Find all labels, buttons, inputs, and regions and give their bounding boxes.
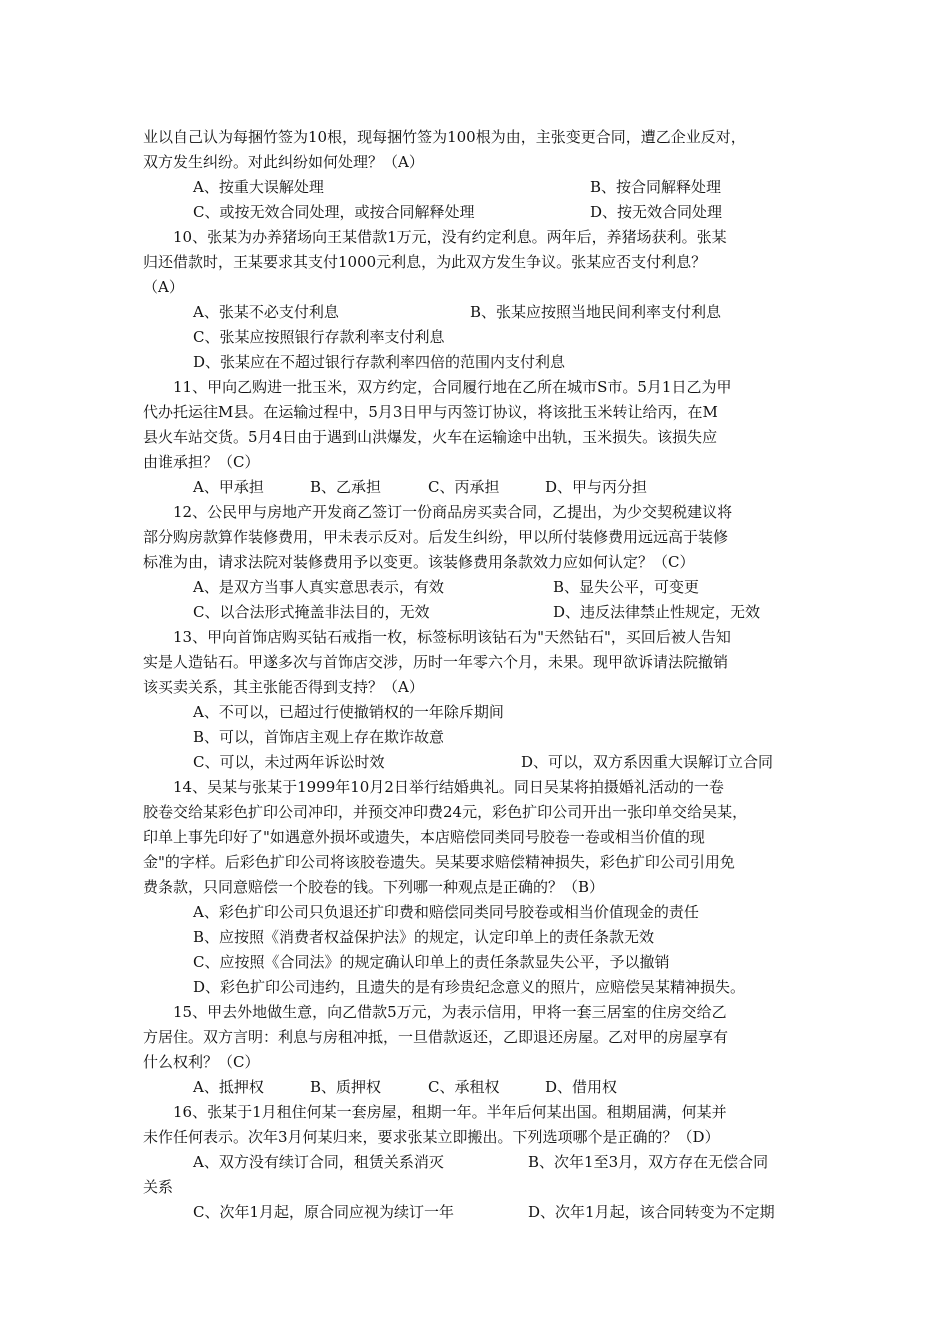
- question-text-line: 县火车站交货。5月4日由于遇到山洪爆发，火车在运输途中出轨，玉米损失。该损失应: [143, 428, 718, 446]
- option-d: D、违反法律禁止性规定，无效: [553, 603, 761, 621]
- options-row: [143, 575, 815, 600]
- option-b: B、按合同解释处理: [590, 178, 722, 196]
- options-row: [143, 750, 815, 775]
- option-a: A、不可以，已超过行使撤销权的一年除斥期间: [193, 703, 504, 721]
- option-a: A、抵押权: [193, 1078, 264, 1096]
- option-b: B、质押权: [310, 1078, 382, 1096]
- option-b: B、应按照《消费者权益保护法》的规定，认定印单上的责任条款无效: [193, 928, 655, 946]
- option-d: D、甲与丙分担: [545, 478, 648, 496]
- option-b: B、乙承担: [310, 478, 382, 496]
- option-d: D、可以，双方系因重大误解订立合同: [521, 753, 774, 771]
- option-a: A、甲承担: [193, 478, 264, 496]
- question-15: [143, 1000, 815, 1100]
- option-c: C、丙承担: [428, 478, 500, 496]
- options-row: [143, 1150, 815, 1175]
- question-text-line: 实是人造钻石。甲遂多次与首饰店交涉，历时一年零六个月，未果。现甲欲诉请法院撤销: [143, 653, 729, 671]
- question-12: [143, 500, 815, 625]
- question-text-line: 方居住。双方言明：利息与房租冲抵，一旦借款返还，乙即退还房屋。乙对甲的房屋享有: [143, 1028, 729, 1046]
- question-16: [143, 1100, 815, 1225]
- question-text-line: 由谁承担？（C）: [143, 453, 260, 471]
- option-d: D、彩色扩印公司违约，且遗失的是有珍贵纪念意义的照片，应赔偿吴某精神损失。: [193, 978, 746, 996]
- question-text-line: 业以自己认为每捆竹签为10根，现每捆竹签为100根为由，主张变更合同，遭乙企业反对，: [143, 128, 746, 146]
- question-text-line: 标准为由，请求法院对装修费用予以变更。该装修费用条款效力应如何认定？（C）: [143, 553, 695, 571]
- options-row: [143, 1200, 815, 1225]
- question-text-line: 胶卷交给某彩色扩印公司冲印，并预交冲印费24元，彩色扩印公司开出一张印单交给吴某，: [143, 803, 748, 821]
- question-text-line: 金"的字样。后彩色扩印公司将该胶卷遗失。吴某要求赔偿精神损失，彩色扩印公司引用免: [143, 853, 735, 871]
- question-11: [143, 375, 815, 500]
- options-row: [143, 475, 815, 500]
- options-row: [143, 200, 815, 225]
- option-d: D、按无效合同处理: [590, 203, 723, 221]
- question-text-line: 15、甲去外地做生意，向乙借款5万元，为表示信用，甲将一套三居室的住房交给乙: [173, 1003, 727, 1021]
- option-c: C、张某应按照银行存款利率支付利息: [193, 328, 445, 346]
- question-text-line: 代办托运往M县。在运输过程中，5月3日甲与丙签订协议，将该批玉米转让给丙，在M: [143, 403, 718, 421]
- option-c: C、或按无效合同处理，或按合同解释处理: [193, 203, 475, 221]
- option-a: A、按重大误解处理: [193, 178, 324, 196]
- options-row: [143, 300, 815, 325]
- option-a: A、双方没有续订合同，租赁关系消灭: [193, 1153, 444, 1171]
- question-10: [143, 225, 815, 375]
- question-text-line: 部分购房款算作装修费用，甲未表示反对。后发生纠纷，甲以所付装修费用远远高于装修: [143, 528, 729, 546]
- option-c: C、次年1月起，原合同应视为续订一年: [193, 1203, 455, 1221]
- question-text-line: （A）: [143, 278, 184, 296]
- option-c: C、应按照《合同法》的规定确认印单上的责任条款显失公平，予以撤销: [193, 953, 670, 971]
- option-b: B、显失公平，可变更: [553, 578, 700, 596]
- option-a: A、是双方当事人真实意思表示，有效: [193, 578, 444, 596]
- option-b: B、次年1至3月，双方存在无偿合同: [528, 1153, 769, 1171]
- option-b: B、张某应按照当地民间利率支付利息: [470, 303, 722, 321]
- question-14: [143, 775, 815, 1000]
- question-text-line: 印单上事先印好了"如遇意外损坏或遗失，本店赔偿同类同号胶卷一卷或相当价值的现: [143, 828, 705, 846]
- option-c: C、以合法形式掩盖非法目的，无效: [193, 603, 430, 621]
- option-b: B、可以，首饰店主观上存在欺诈故意: [193, 728, 445, 746]
- option-d: D、借用权: [545, 1078, 618, 1096]
- question-text-line: 13、甲向首饰店购买钻石戒指一枚，标签标明该钻石为"天然钻石"，买回后被人告知: [173, 628, 731, 646]
- option-d: D、次年1月起，该合同转变为不定期: [528, 1203, 775, 1221]
- question-text-line: 双方发生纠纷。对此纠纷如何处理？（A）: [143, 153, 424, 171]
- option-a: A、张某不必支付利息: [193, 303, 339, 321]
- question-text-line: 12、公民甲与房地产开发商乙签订一份商品房买卖合同，乙提出，为少交契税建议将: [173, 503, 733, 521]
- options-row: [143, 600, 815, 625]
- question-9: [143, 125, 815, 225]
- question-13: [143, 625, 815, 775]
- option-d: D、张某应在不超过银行存款利率四倍的范围内支付利息: [193, 353, 566, 371]
- question-text-line: 14、吴某与张某于1999年10月2日举行结婚典礼。同日吴某将拍摄婚礼活动的一卷: [173, 778, 724, 796]
- question-text-line: 未作任何表示。次年3月何某归来，要求张某立即搬出。下列选项哪个是正确的？（D）: [143, 1128, 720, 1146]
- question-text-line: 什么权利？（C）: [143, 1053, 260, 1071]
- option-c: C、可以，未过两年诉讼时效: [193, 753, 385, 771]
- option-b-continuation: 关系: [143, 1178, 174, 1196]
- question-text-line: 16、张某于1月租住何某一套房屋，租期一年。半年后何某出国。租期届满，何某并: [173, 1103, 727, 1121]
- question-text-line: 该买卖关系，其主张能否得到支持？（A）: [143, 678, 424, 696]
- option-a: A、彩色扩印公司只负退还扩印费和赔偿同类同号胶卷或相当价值现金的责任: [193, 903, 699, 921]
- options-row: [143, 1075, 815, 1100]
- option-c: C、承租权: [428, 1078, 500, 1096]
- document-body: [143, 125, 815, 1225]
- question-text-line: 11、甲向乙购进一批玉米，双方约定，合同履行地在乙所在城市S市。5月1日乙为甲: [173, 378, 732, 396]
- question-text-line: 费条款，只同意赔偿一个胶卷的钱。下列哪一种观点是正确的？（B）: [143, 878, 605, 896]
- question-text-line: 10、张某为办养猪场向王某借款1万元，没有约定利息。两年后，养猪场获利。张某: [173, 228, 727, 246]
- question-text-line: 归还借款时，王某要求其支付1000元利息，为此双方发生争议。张某应否支付利息？: [143, 253, 707, 271]
- options-row: [143, 175, 815, 200]
